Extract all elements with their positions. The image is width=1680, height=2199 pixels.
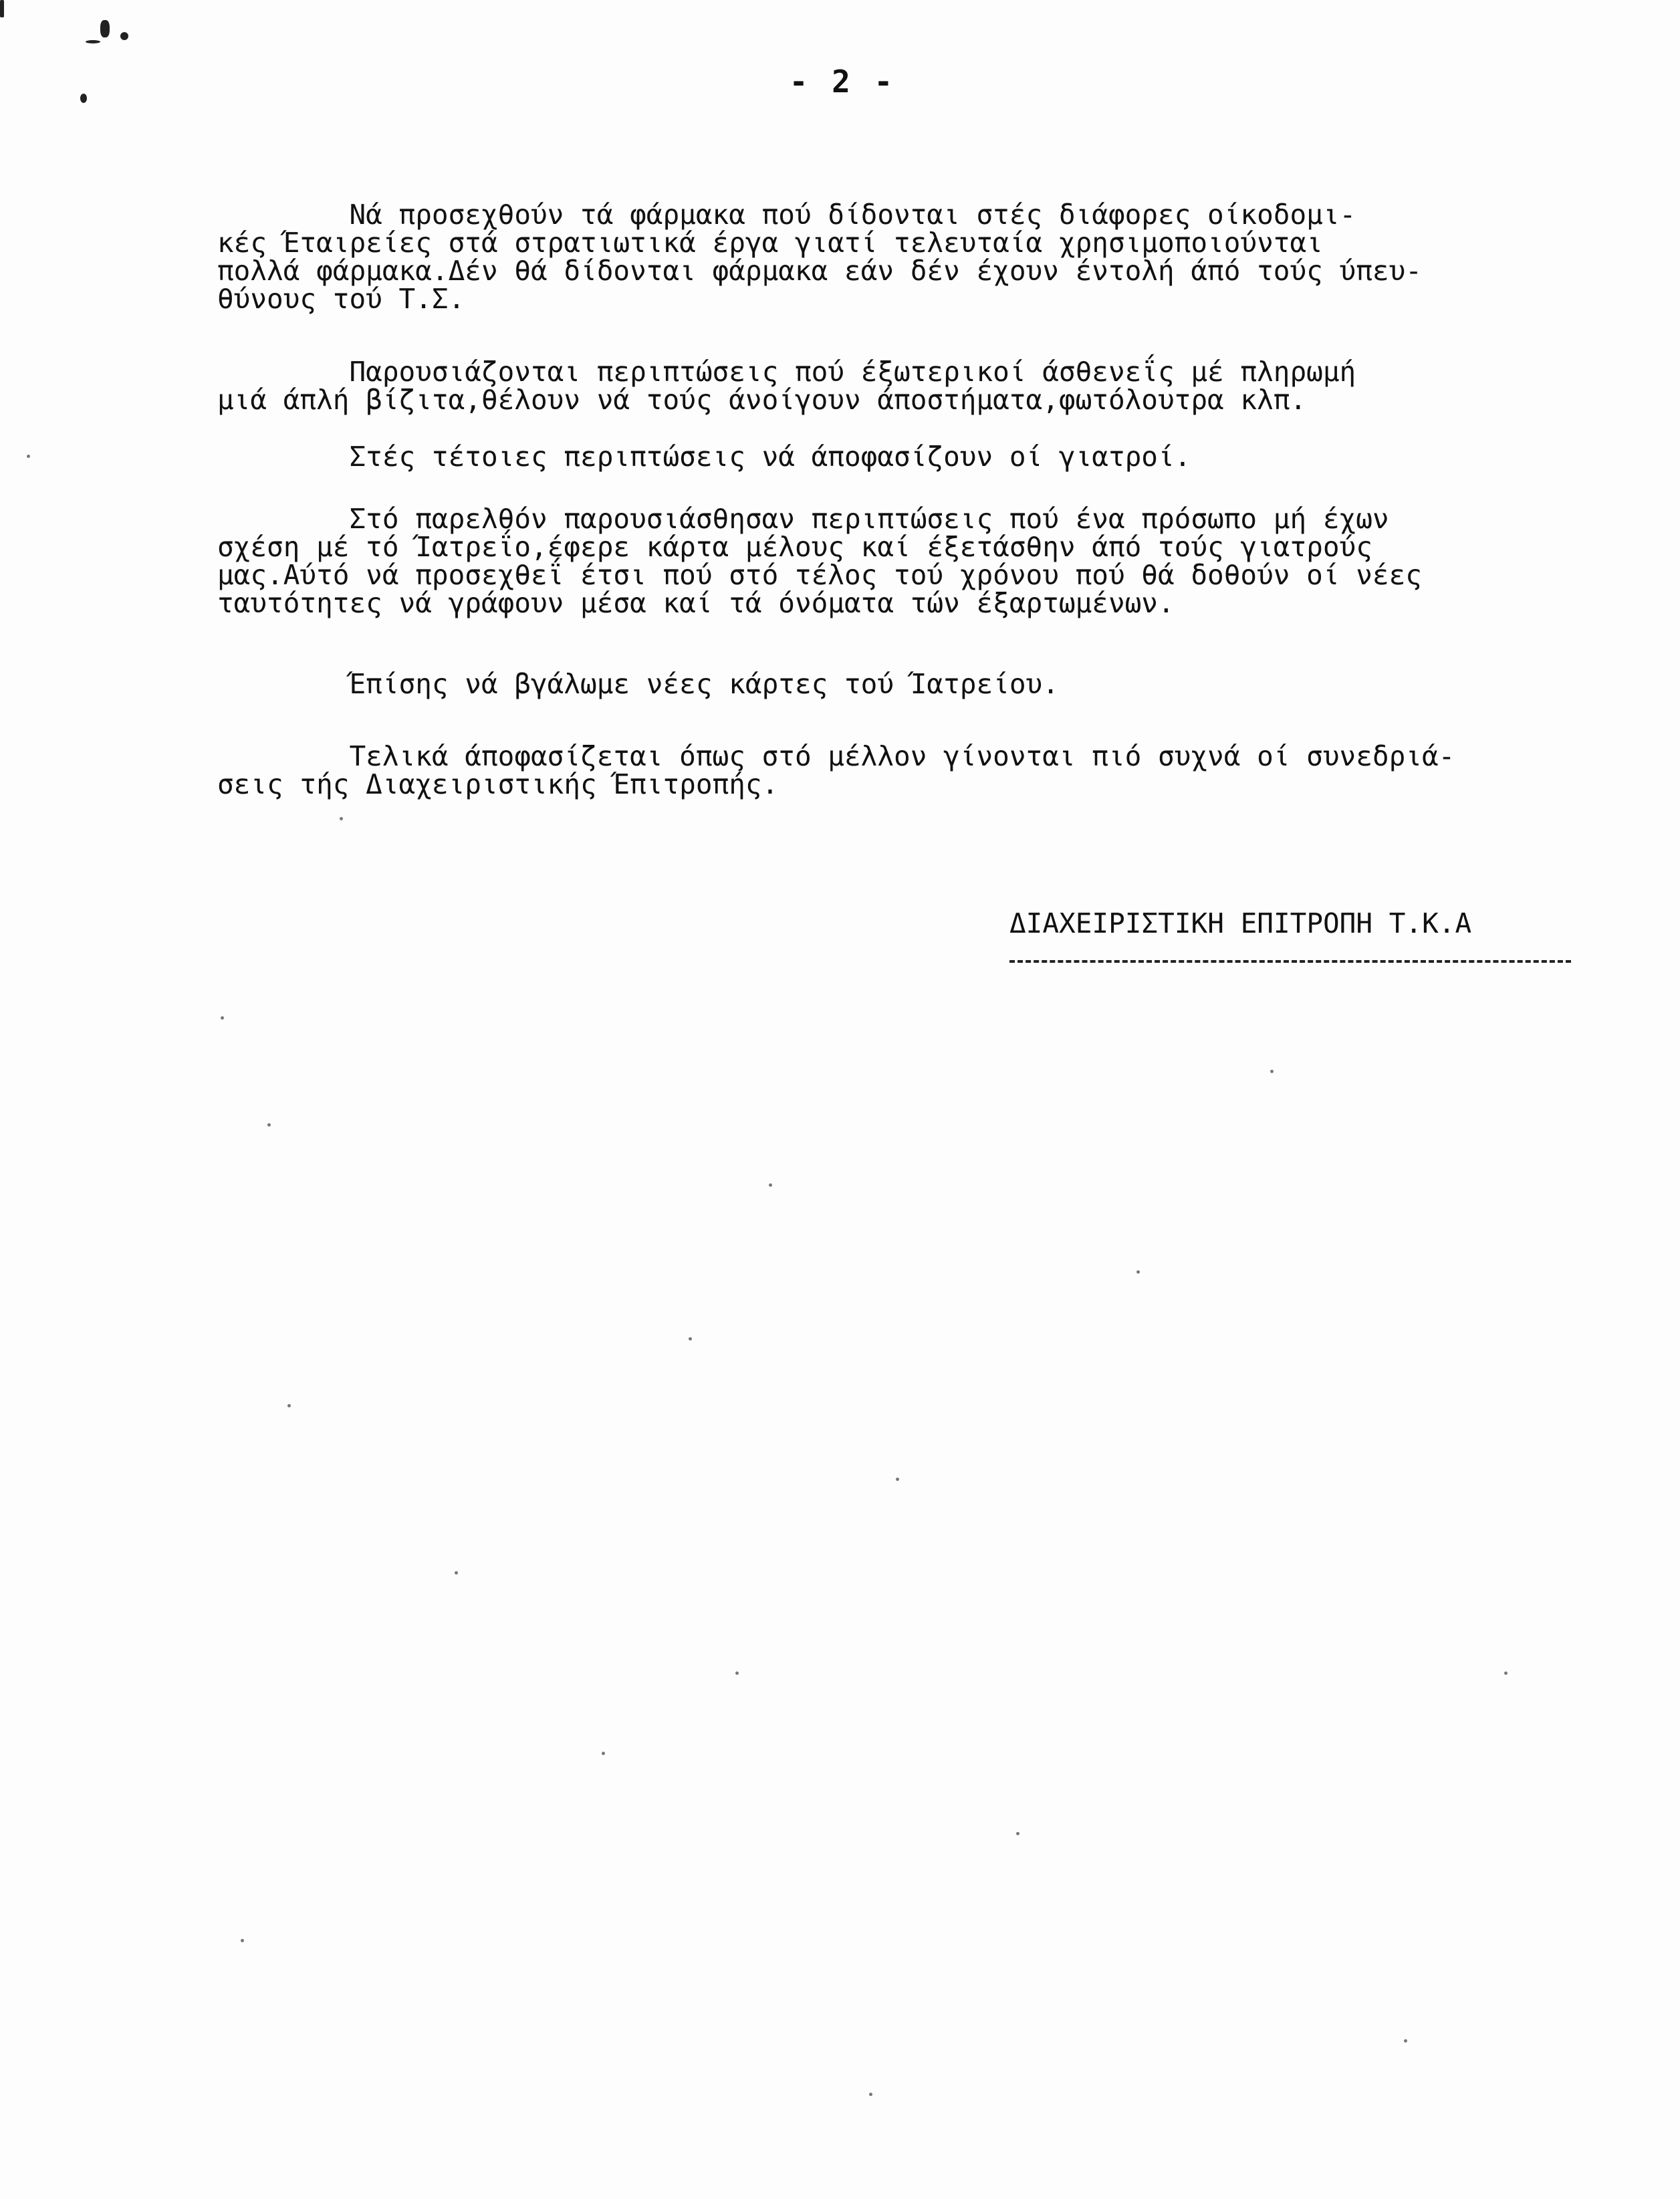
paper-speck — [241, 1939, 244, 1942]
corner-ink-mark — [120, 32, 128, 40]
paragraph-doctors-decide: Στές τέτοιες περιπτώσεις νά άποφασίζουν οί γιατροί. — [217, 441, 1191, 473]
paper-speck — [689, 1337, 692, 1341]
paper-speck — [221, 1016, 224, 1020]
paper-speck — [27, 455, 30, 458]
paragraph-medicines: Νά προσεχθούν τά φάρμακα πού δίδονται στές διάφορες οίκοδομι- κές Έταιρείες στά στρατιωτικά έργα γιατί τελευταία χρησιμοποιούνται πολλά φάρμακα.Δέν θά δίδονται φάρμακα εάν δέν έχουν έντολή άπό τούς ύπευ- θύνους τού Τ.Σ. — [217, 199, 1422, 315]
paper-speck — [1504, 1671, 1508, 1675]
paper-speck — [769, 1183, 772, 1187]
paper-speck — [287, 1404, 291, 1407]
paper-speck — [869, 2093, 872, 2096]
corner-ink-mark — [86, 40, 100, 43]
paper-speck — [267, 1123, 271, 1127]
corner-ink-mark — [80, 94, 87, 103]
committee-signature: ΔΙΑΧΕΙΡΙΣΤΙΚΗ ΕΠΙΤΡΟΠΗ Τ.Κ.Α — [1009, 907, 1472, 939]
signature-underline — [1009, 960, 1571, 963]
paper-speck — [896, 1478, 899, 1481]
page-number: - 2 - — [789, 64, 896, 100]
paper-speck — [1136, 1270, 1140, 1274]
paragraph-new-cards: Έπίσης νά βγάλωμε νέες κάρτες τού Ίατρείου. — [217, 668, 1059, 700]
paper-speck — [735, 1671, 739, 1675]
corner-ink-mark — [100, 20, 110, 37]
paragraph-membership-cards: Στό παρελθόν παρουσιάσθησαν περιπτώσεις πού ένα πρόσωπο μή έχων σχέση μέ τό Ίατρεΐο,έφερε κάρτα μέλους καί έξετάσθην άπό τούς γιατρούς μας.Αύτό νά προσεχθεΐ έτσι πού στό τέλος τού χρόνου πού θά δοθούν οί νέες ταυτότητες νά γράφουν μέσα καί τά όνόματα τών έξαρτωμένων. — [217, 503, 1422, 619]
paragraph-outpatients: Παρουσιάζονται περιπτώσεις πού έξωτερικοί άσθενεΐς μέ πληρωμή μιά άπλή βίζιτα,θέλουν νά τούς άνοίγουν άποστήματα,φωτόλουτρα κλπ. — [217, 356, 1356, 416]
paper-speck — [1016, 1832, 1019, 1835]
paper-speck — [340, 817, 343, 820]
paper-speck — [455, 1571, 458, 1575]
paper-speck — [602, 1752, 605, 1755]
paper-speck — [1404, 2039, 1407, 2043]
edge-ink-mark — [0, 0, 4, 17]
paper-speck — [1270, 1070, 1274, 1073]
paragraph-meetings: Τελικά άποφασίζεται όπως στό μέλλον γίνονται πιό συχνά οί συνεδριά- σεις τής Διαχειριστικής Έπιτροπής. — [217, 740, 1455, 800]
